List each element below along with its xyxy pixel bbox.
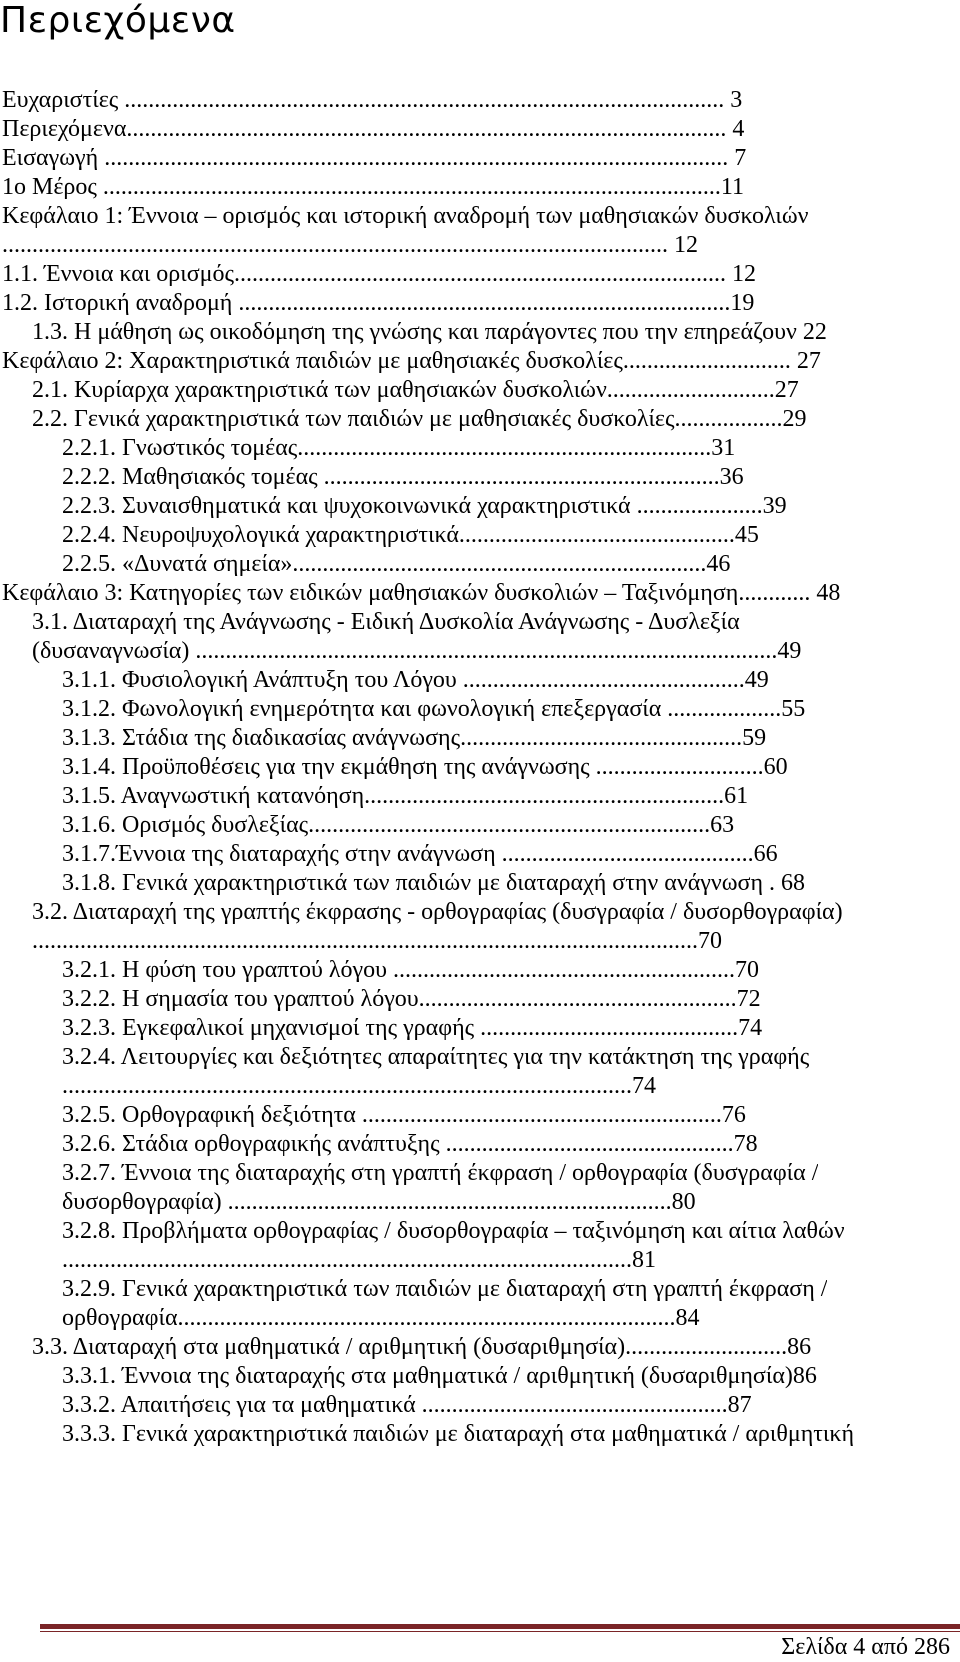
toc-entry[interactable]: Περιεχόμενα.................................................................................................... 4 [2,116,745,142]
toc-entry[interactable]: 3.1. Διαταραχή της Ανάγνωσης - Ειδική Δυσκολία Ανάγνωσης - Δυσλεξία [32,609,740,635]
toc-entry[interactable]: 2.2.3. Συναισθηματικά και ψυχοκοινωνικά χαρακτηριστικά .....................39 [62,493,787,519]
toc-entry[interactable]: Ευχαριστίες .................................................................................................... 3 [2,87,743,113]
toc-entry[interactable]: 3.2.8. Προβλήματα ορθογραφίας / δυσορθογραφία – ταξινόμηση και αίτια λαθών [62,1218,845,1244]
toc-entry[interactable]: ............................................................................................................... 12 [2,232,698,258]
toc-entry[interactable]: ορθογραφία...................................................................................84 [62,1305,700,1331]
page-number: Σελίδα 4 από 286 [781,1634,950,1660]
toc-entry[interactable]: 2.1. Κυρίαρχα χαρακτηριστικά των μαθησιακών δυσκολιών............................27 [32,377,799,403]
toc-entry[interactable]: 2.2. Γενικά χαρακτηριστικά των παιδιών με μαθησιακές δυσκολίες..................29 [32,406,807,432]
toc-entry[interactable]: ...............................................................................................................70 [32,928,722,954]
toc-entry[interactable]: ...............................................................................................74 [62,1073,656,1099]
toc-entry[interactable]: Κεφάλαιο 2: Χαρακτηριστικά παιδιών με μαθησιακές δυσκολίες............................ 27 [2,348,821,374]
toc-entry[interactable]: 2.2.1. Γνωστικός τομέας.....................................................................31 [62,435,736,461]
toc-entry[interactable]: 3.2.5. Ορθογραφική δεξιότητα ............................................................76 [62,1102,746,1128]
toc-entry[interactable]: 3.2.4. Λειτουργίες και δεξιότητες απαραίτητες για την κατάκτηση της γραφής [62,1044,810,1070]
toc-entry[interactable]: 3.1.6. Ορισμός δυσλεξίας...................................................................63 [62,812,735,838]
toc-entry[interactable]: 1.2. Ιστορική αναδρομή ..................................................................................19 [2,290,755,316]
toc-entry[interactable]: 1o Μέρος .......................................................................................................11 [2,174,745,200]
toc-entry[interactable]: 3.3.3. Γενικά χαρακτηριστικά παιδιών με διαταραχή στα μαθηματικά / αριθμητική [62,1421,854,1447]
toc-entry[interactable]: 3.1.1. Φυσιολογική Ανάπτυξη του Λόγου ...............................................49 [62,667,769,693]
toc-entry[interactable]: 3.1.7.Έννοια της διαταραχής στην ανάγνωση ..........................................66 [62,841,778,867]
toc-entry[interactable]: δυσορθογραφία) ..........................................................................80 [62,1189,696,1215]
toc-entry[interactable]: Κεφάλαιο 3: Κατηγορίες των ειδικών μαθησιακών δυσκολιών – Ταξινόμηση............ 48 [2,580,841,606]
toc-entry[interactable]: 1.1. Έννοια και ορισμός.................................................................................. 12 [2,261,757,287]
toc-entry[interactable]: 1.3. Η μάθηση ως οικοδόμηση της γνώσης και παράγοντες που την επηρεάζουν 22 [32,319,827,345]
toc-entry[interactable]: 3.1.3. Στάδια της διαδικασίας ανάγνωσης...............................................59 [62,725,767,751]
toc-entry[interactable]: 3.1.4. Προϋποθέσεις για την εκμάθηση της ανάγνωσης ............................60 [62,754,788,780]
toc-entry[interactable]: 3.3.1. Έννοια της διαταραχής στα μαθηματικά / αριθμητική (δυσαριθμησία)86 [62,1363,817,1389]
toc-entry[interactable]: 3.2.1. Η φύση του γραπτού λόγου .........................................................70 [62,957,760,983]
toc-entry[interactable]: 3.1.8. Γενικά χαρακτηριστικά των παιδιών με διαταραχή στην ανάγνωση . 68 [62,870,806,896]
toc-entry[interactable]: 3.2.2. Η σημασία του γραπτού λόγου.....................................................72 [62,986,761,1012]
toc-entry[interactable]: (δυσαναγνωσία) .................................................................................................49 [32,638,802,664]
toc-entry[interactable]: 3.3.2. Απαιτήσεις για τα μαθηματικά ...................................................87 [62,1392,752,1418]
footer-rule [40,1624,960,1629]
toc-entry[interactable]: 2.2.4. Νευροψυχολογικά χαρακτηριστικά..............................................45 [62,522,759,548]
toc-entry[interactable]: 3.2.3. Εγκεφαλικοί μηχανισμοί της γραφής ...........................................74 [62,1015,763,1041]
toc-entry[interactable]: ...............................................................................................81 [62,1247,656,1273]
toc-entry[interactable]: 3.2.6. Στάδια ορθογραφικής ανάπτυξης ................................................78 [62,1131,758,1157]
toc-entry[interactable]: 2.2.2. Μαθησιακός τομέας ..................................................................36 [62,464,744,490]
page-title: Περιεχόμενα [0,0,236,41]
toc-entry[interactable]: 2.2.5. «Δυνατά σημεία».....................................................................46 [62,551,731,577]
toc-entry[interactable]: 3.2. Διαταραχή της γραπτής έκφρασης - ορθογραφίας (δυσγραφία / δυσορθογραφία) [32,899,843,925]
toc-entry[interactable]: 3.1.5. Αναγνωστική κατανόηση............................................................61 [62,783,749,809]
toc-entry[interactable]: Εισαγωγή ........................................................................................................ 7 [2,145,747,171]
toc-entry[interactable]: 3.2.7. Έννοια της διαταραχής στη γραπτή έκφραση / ορθογραφία (δυσγραφία / [62,1160,819,1186]
toc-entry[interactable]: 3.3. Διαταραχή στα μαθηματικά / αριθμητική (δυσαριθμησία)...........................86 [32,1334,812,1360]
toc-entry[interactable]: 3.1.2. Φωνολογική ενημερότητα και φωνολογική επεξεργασία ...................55 [62,696,806,722]
toc-entry[interactable]: Κεφάλαιο 1: Έννοια – ορισμός και ιστορική αναδρομή των μαθησιακών δυσκολιών [2,203,809,229]
toc-entry[interactable]: 3.2.9. Γενικά χαρακτηριστικά των παιδιών με διαταραχή στη γραπτή έκφραση / [62,1276,828,1302]
